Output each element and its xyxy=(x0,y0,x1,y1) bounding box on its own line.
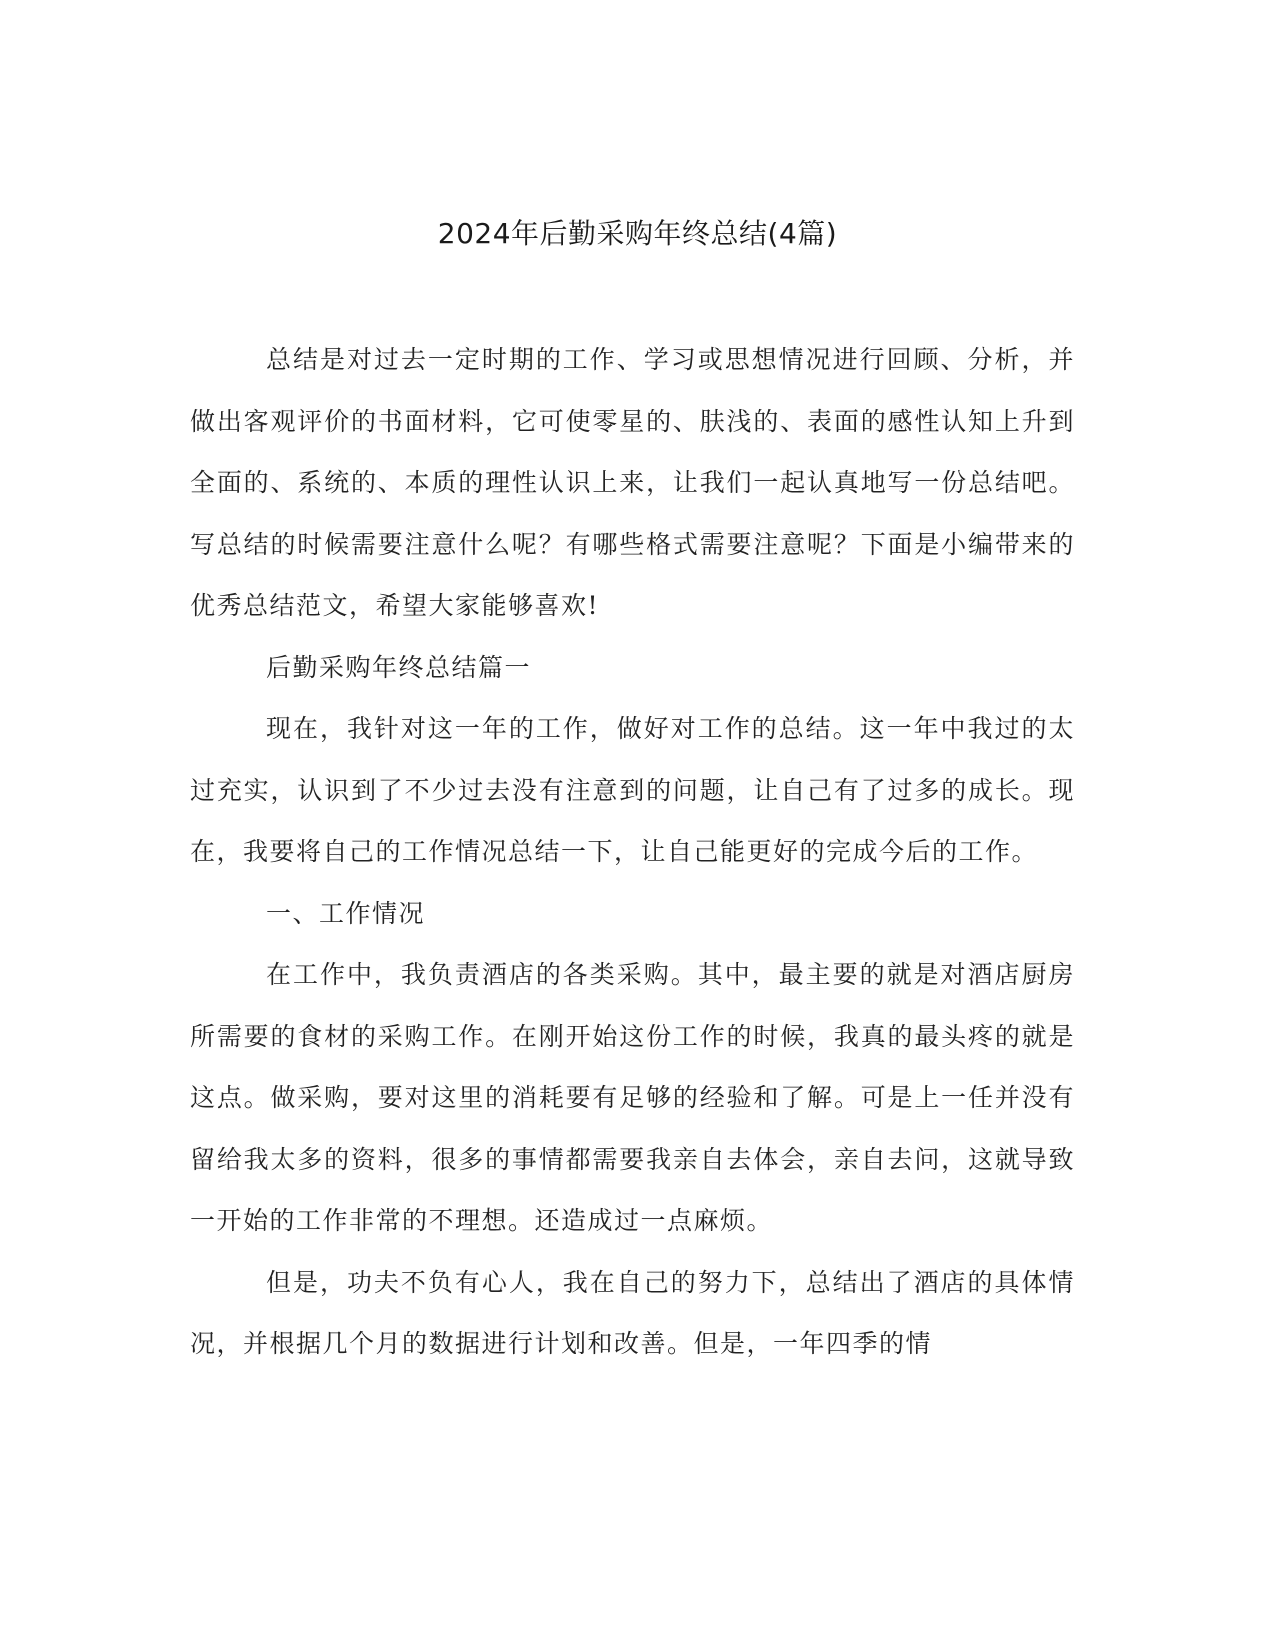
body-paragraph: 现在，我针对这一年的工作，做好对工作的总结。这一年中我过的太过充实，认识到了不少过去没有注意到的问题，让自己有了过多的成长。现在，我要将自己的工作情况总结一下，让自己能更好的完成今后的工作。 xyxy=(190,714,1075,866)
document-body xyxy=(190,329,1075,1375)
subsection-heading-work-situation: 一、工作情况 xyxy=(266,898,426,928)
intro-paragraph: 总结是对过去一定时期的工作、学习或思想情况进行回顾、分析，并做出客观评价的书面材料，它可使零星的、肤浅的、表面的感性认知上升到全面的、系统的、本质的理性认识上来，让我们一起认真地写一份总结吧。写总结的时候需要注意什么呢？有哪些格式需要注意呢？下面是小编带来的优秀总结范文，希望大家能够喜欢! xyxy=(190,345,1075,620)
document-title: 2024年后勤采购年终总结(4篇) xyxy=(437,217,838,250)
body-paragraph: 在工作中，我负责酒店的各类采购。其中，最主要的就是对酒店厨房所需要的食材的采购工作。在刚开始这份工作的时候，我真的最头疼的就是这点。做采购，要对这里的消耗要有足够的经验和了解。可是上一任并没有留给我太多的资料，很多的事情都需要我亲自去体会，亲自去问，这就导致一开始的工作非常的不理想。还造成过一点麻烦。 xyxy=(190,960,1075,1235)
section-heading-part-one: 后勤采购年终总结篇一 xyxy=(266,652,532,682)
body-paragraph: 但是，功夫不负有心人，我在自己的努力下，总结出了酒店的具体情况，并根据几个月的数据进行计划和改善。但是，一年四季的情 xyxy=(190,1267,1075,1358)
